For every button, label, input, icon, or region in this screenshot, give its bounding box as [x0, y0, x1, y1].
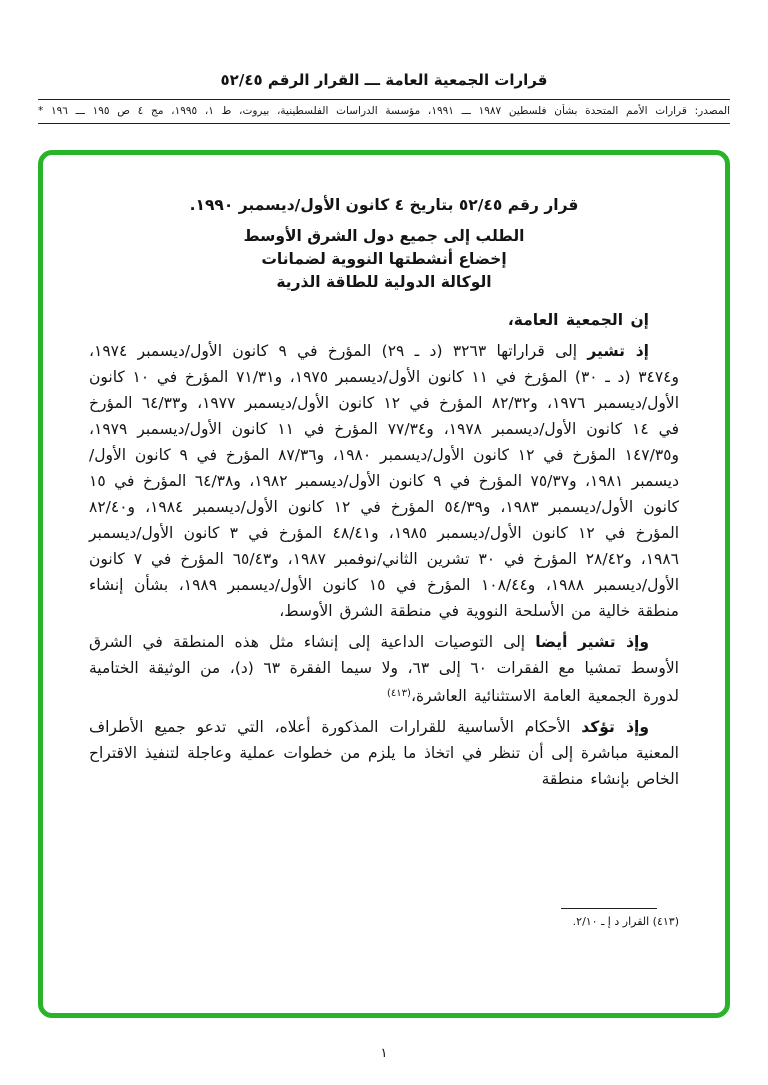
- paragraph-text: الأحكام الأساسية للقرارات المذكورة أعلاه، التي تدعو جميع الأطراف المعنية مباشرة إلى أن تنظر في اتخاذ ما يلزم من خطوات عملية وعاجلة لتنفيذ الاقتراح الخاص بإنشاء منطقة: [89, 718, 679, 788]
- paragraph-emphasizing-provisions: [89, 714, 679, 792]
- page-header: [38, 0, 730, 124]
- footnote-reference: (٤١٣): [387, 688, 411, 699]
- subtitle-line-3: الوكالة الدولية للطاقة الذرية: [276, 273, 492, 291]
- resolution-title: قرار رقم ٥٢/٤٥ بتاريخ ٤ كانون الأول/ديسمبر ١٩٩٠.: [189, 196, 579, 214]
- page-header-title: قرارات الجمعية العامة ـــ القرار الرقم ٥٢/٤٥: [220, 71, 548, 89]
- paragraph-lead: وإذ تؤكد: [581, 718, 649, 736]
- paragraph-text: إلى قراراتها ٣٢٦٣ (د ـ ٢٩) المؤرخ في ٩ كانون الأول/ديسمبر ١٩٧٤، و٣٤٧٤ (د ـ ٣٠) المؤرخ في ١١ كانون الأول/ديسمبر ١٩٧٥، و٧١/٣١ المؤرخ في ١٠ كانون الأول/ديسمبر ١٩٧٦، و٨٢/٣٢ المؤرخ في ١٢ كانون الأول/ديسمبر ١٩٧٧، و٦٤/٣٣ المؤرخ في ١٤ كانون الأول/ديسمبر ١٩٧٨، و٧٧/٣٤ المؤرخ في ١١ كانون الأول/ديسمبر ١٩٧٩، و١٤٧/٣٥ المؤرخ في ١٢ كانون الأول/ديسمبر ١٩٨٠، و٨٧/٣٦ المؤرخ في ٩ كانون الأول/ديسمبر ١٩٨١، و٧٥/٣٧ المؤرخ في ٩ كانون الأول/ديسمبر ١٩٨٢، و٦٤/٣٨ المؤرخ في ١٥ كانون الأول/ديسمبر ١٩٨٣، و٥٤/٣٩ المؤرخ في ١٢ كانون الأول/ديسمبر ١٩٨٤، و٨٢/٤٠ المؤرخ في ١٢ كانون الأول/ديسمبر ١٩٨٥، و٤٨/٤١ المؤرخ في ٣ كانون الأول/ديسمبر ١٩٨٦، و٢٨/٤٢ المؤرخ في ٣٠ تشرين الثاني/نوفمبر ١٩٨٧، و٦٥/٤٣ المؤرخ في ٧ كانون الأول/ديسمبر ١٩٨٨، و١٠٨/٤٤ المؤرخ في ١٥ كانون الأول/ديسمبر ١٩٨٩، بشأن إنشاء منطقة خالية من الأسلحة النووية في منطقة الشرق الأوسط،: [89, 342, 680, 620]
- footnote-area: [89, 908, 679, 929]
- paragraph-text: إلى التوصيات الداعية إلى إنشاء مثل هذه المنطقة في الشرق الأوسط تمشيا مع الفقرات ٦٠ إلى ٦٣، ولا سيما الفقرة ٦٣ (د)، من الوثيقة الختامية لدورة الجمعية العامة الاستثنائية العاشرة،: [89, 633, 679, 705]
- page-number: ١: [380, 1046, 388, 1061]
- footnote-text: (٤١٣) القرار د إ ـ ٢/١٠.: [572, 915, 679, 928]
- header-divider-bottom: [38, 123, 730, 124]
- paragraph-recalling-resolutions: [89, 338, 679, 624]
- paragraph-recalling-recommendations: [89, 629, 679, 709]
- subtitle-line-1: الطلب إلى جميع دول الشرق الأوسط: [243, 227, 525, 245]
- subtitle-line-2: إخضاع أنشطتها النووية لضمانات: [261, 250, 507, 268]
- paragraph-lead: إن الجمعية العامة،: [507, 311, 649, 329]
- footnote-divider: [561, 908, 657, 909]
- resolution-frame: [38, 150, 730, 1018]
- source-line: المصدر: قرارات الأمم المتحدة بشأن فلسطين ١٩٨٧ ـــ ١٩٩١، مؤسسة الدراسات الفلسطينية، بيروت، ط ١، ١٩٩٥، مج ٤ ص ١٩٥ ـــ ١٩٦ *: [38, 105, 730, 117]
- paragraph-lead: إذ تشير: [587, 342, 649, 360]
- header-divider-top: [38, 99, 730, 100]
- paragraph-lead: وإذ تشير أيضا: [535, 633, 649, 651]
- paragraph-opening: [89, 307, 679, 333]
- resolution-subtitle: [89, 225, 679, 294]
